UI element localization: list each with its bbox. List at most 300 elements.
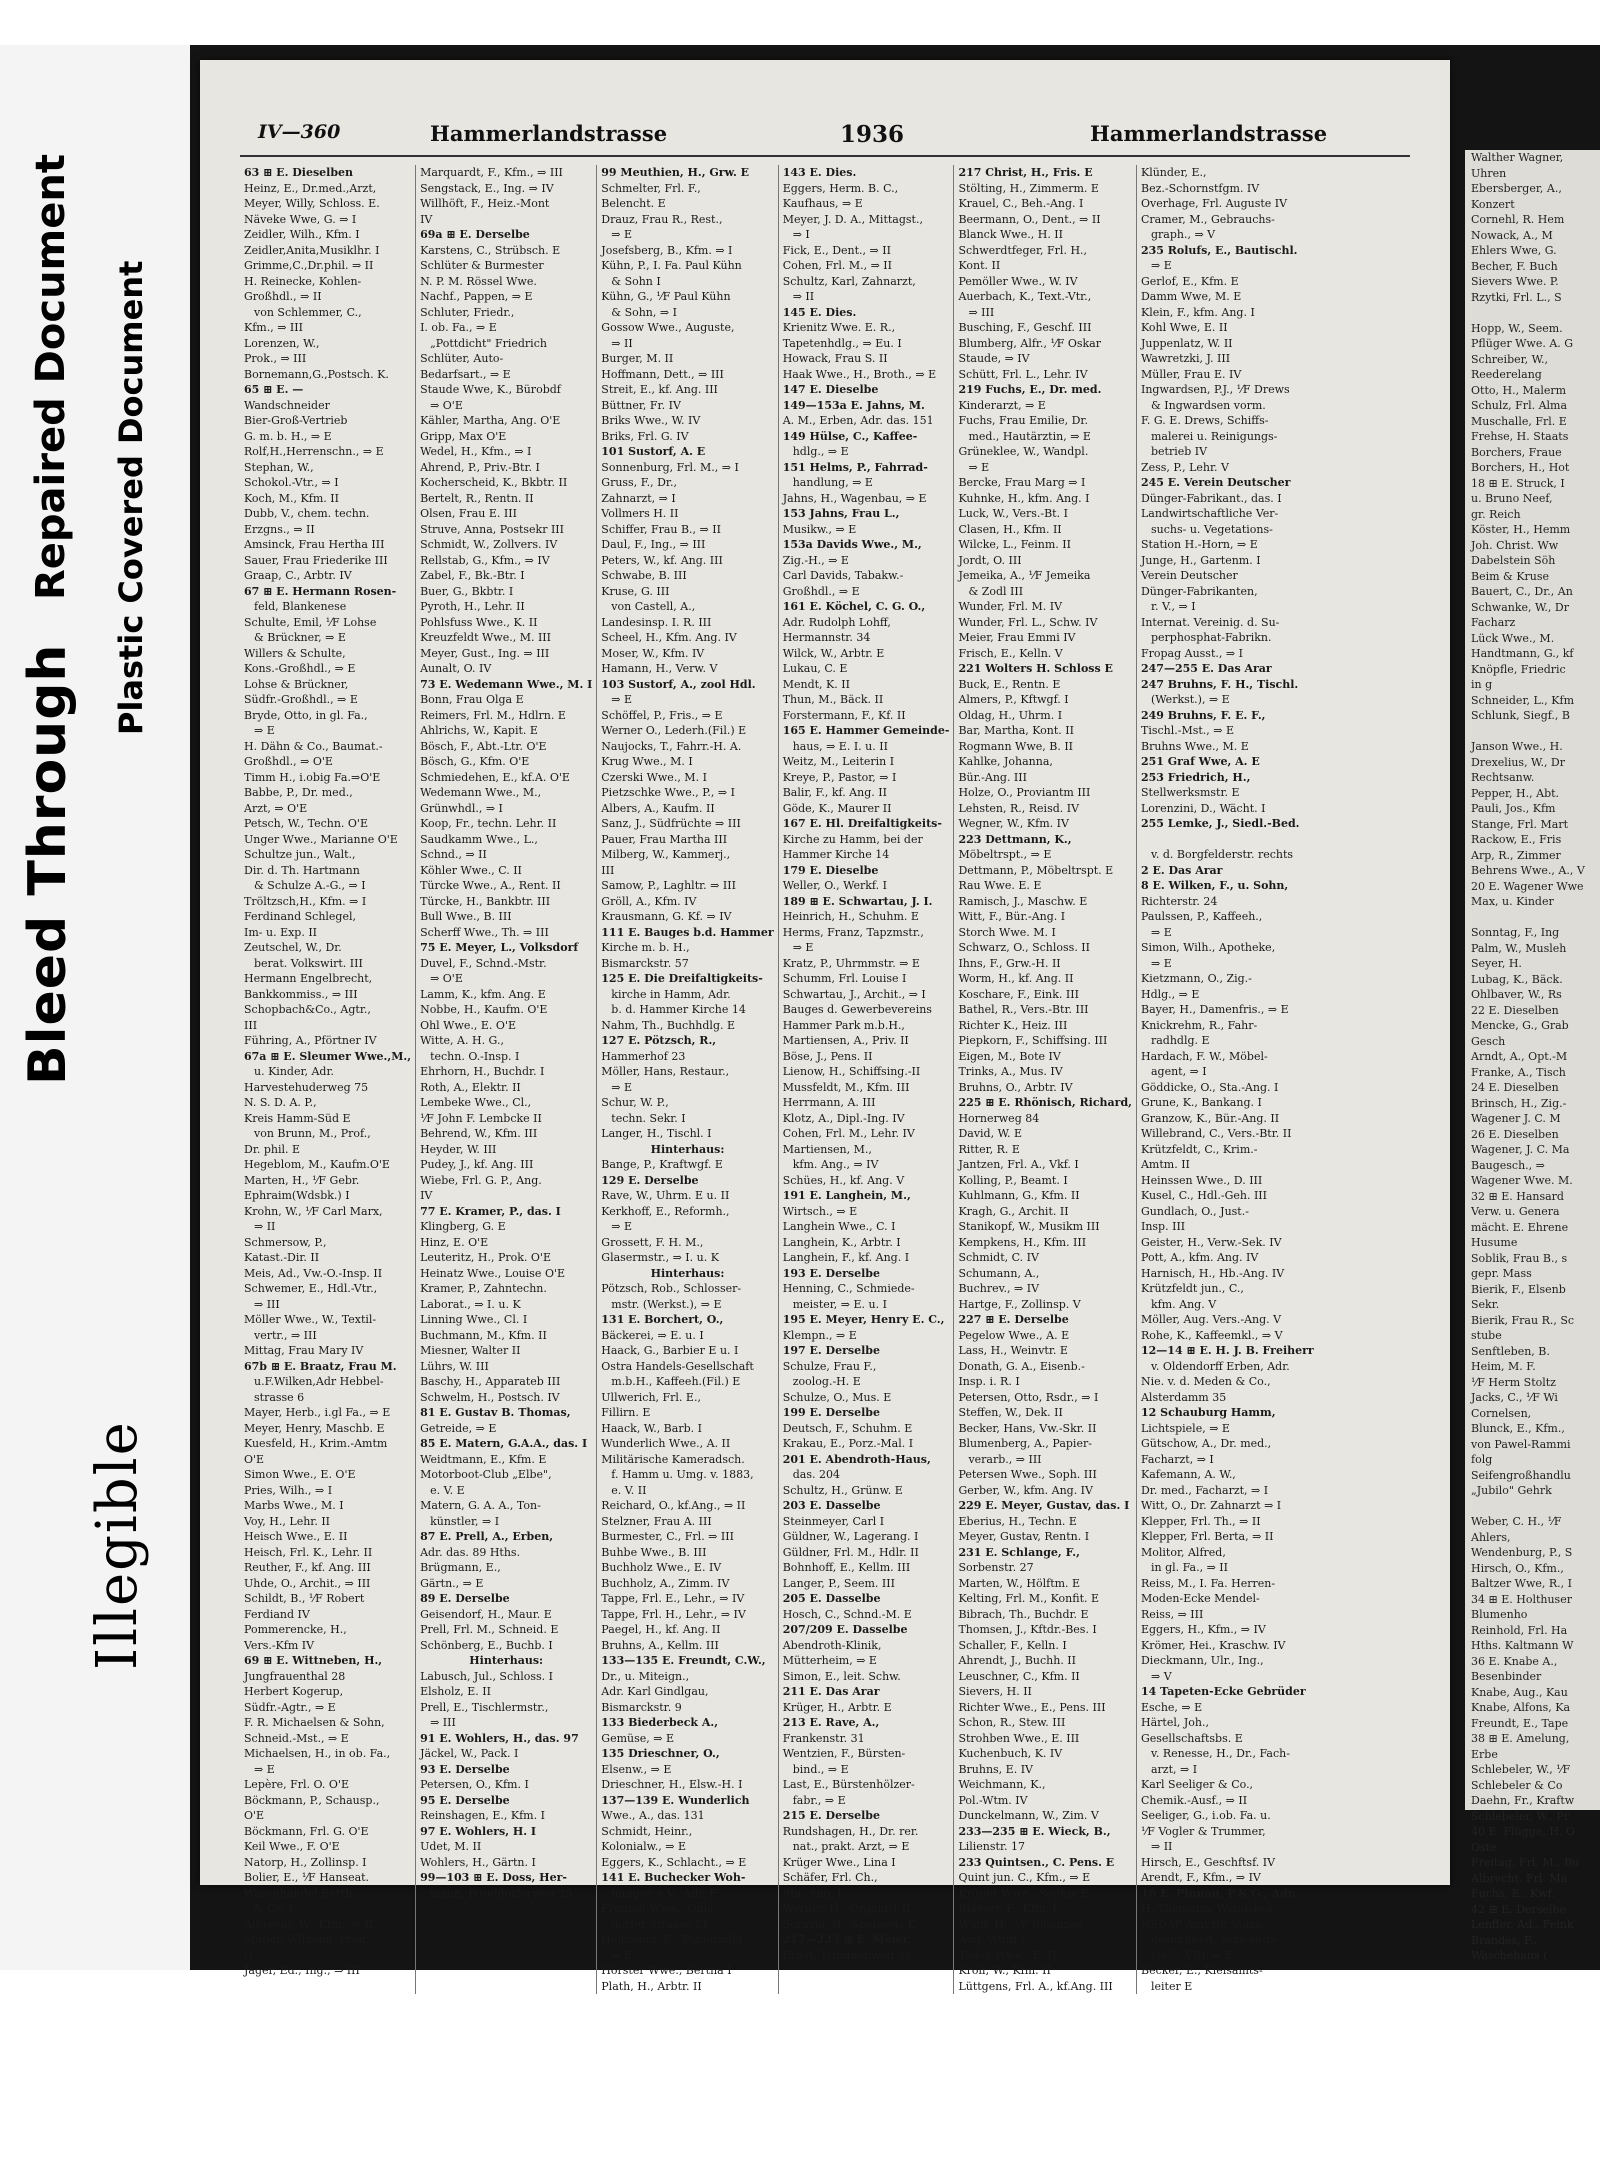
adjacent-page-line: Wendenburg, P., S <box>1471 1546 1573 1559</box>
directory-entry: Jordt, O. III <box>958 553 1022 567</box>
directory-entry: Grimme,C.,Dr.phil. ⇒ II <box>244 259 374 272</box>
directory-entry: IV <box>420 1189 433 1202</box>
adjacent-page-line: in g <box>1471 678 1493 691</box>
directory-entry: Kuchenbuch, K. IV <box>958 1747 1063 1760</box>
directory-entry: Kolling, P., Beamt. I <box>958 1173 1068 1187</box>
directory-entry: Haack, G., Barbier E u. I <box>601 1344 739 1357</box>
adjacent-page-line: Beim & Kruse <box>1471 569 1550 583</box>
directory-entry: Lienow, H., Schiffsing.-II <box>782 1065 921 1078</box>
directory-entry: Schmiedehen, E., kf.A. O'E <box>420 770 570 784</box>
directory-entry: 99 Meuthien, H., Grw. E <box>601 166 749 179</box>
directory-entry: Petersen, Otto, Rsdr., ⇒ I <box>958 1390 1099 1404</box>
directory-entry: Lukau, C. E <box>782 662 848 675</box>
directory-entry: Bösch, F., Abt.-Ltr. O'E <box>420 739 547 753</box>
directory-entry: Südfr.-Agtr., ⇒ E <box>244 1700 336 1714</box>
directory-entry: Rundshagen, H., Dr. rer. <box>782 1824 919 1838</box>
adjacent-page-line: Brandes, F., <box>1471 1933 1538 1947</box>
directory-entry: ⇒ E <box>792 941 814 954</box>
directory-entry: ⇒ E <box>611 1080 633 1094</box>
adjacent-page-line <box>1465 724 1600 740</box>
directory-entry: Erzgns., ⇒ II <box>244 522 315 536</box>
adjacent-page-line: Konzert <box>1471 197 1515 211</box>
directory-entry: 69a ⊞ E. Derselbe <box>420 228 530 241</box>
directory-entry: Voy, H., Lehr. II <box>244 1514 331 1528</box>
adjacent-page-line: Lück Wwe., M. <box>1471 631 1555 645</box>
directory-entry: graph., ⇒ V <box>1150 228 1216 241</box>
directory-entry: Krakau, E., Porz.-Mal. I <box>782 1437 914 1450</box>
directory-entry: mann, Poseldorferweg 25 <box>430 1886 573 1900</box>
directory-entry: 191 E. Langhein, M., <box>782 1189 911 1202</box>
adjacent-page-line: Joh. Christ. Ww <box>1471 538 1559 552</box>
directory-entry: Bohnhoff, E., Kellm. III <box>782 1561 911 1574</box>
directory-entry: Bryde, Otto, in gl. Fa., <box>244 708 368 722</box>
directory-entry: 167 E. Hl. Dreifaltigkeits- <box>782 817 942 830</box>
adjacent-page-line: 24 E. Dieselben <box>1471 1081 1559 1094</box>
directory-entry: Bornemann,G.,Postsch. K. <box>244 367 389 381</box>
directory-entry: Linning Wwe., Cl. I <box>420 1313 528 1326</box>
directory-entry: Pemöller Wwe., W. IV <box>958 274 1078 288</box>
directory-entry: Knickrehm, R., Fahr- <box>1140 1018 1258 1032</box>
directory-entry: Meyer, J. D. A., Mittagst., <box>782 212 923 226</box>
directory-entry: Langhein Wwe., C. I <box>782 1220 896 1233</box>
adjacent-page-line: Ehlers Wwe, G. <box>1471 244 1557 257</box>
directory-entry: 207/209 E. Dasselbe <box>782 1623 908 1636</box>
directory-entry: Krützfeldt, C., Krim.- <box>1140 1142 1258 1156</box>
directory-entry: techn. Sekr. I <box>611 1111 686 1125</box>
directory-entry: Möller, Aug. Vers.-Ang. V <box>1140 1313 1282 1326</box>
directory-entry: Wilck, W., Arbtr. E <box>782 646 885 660</box>
directory-entry: Buchmann, M., Kfm. II <box>420 1328 547 1342</box>
directory-entry: F. R. Michaelsen & Sohn, <box>244 1716 385 1729</box>
directory-entry: 153 Jahns, Frau L., <box>782 507 900 520</box>
directory-entry: Simon Wwe., E. O'E <box>244 1468 356 1481</box>
directory-entry: Josefsberg, B., Kfm. ⇒ I <box>601 243 733 257</box>
directory-entry: Frankenstr. 31 <box>782 1731 865 1745</box>
directory-entry: e. V. E <box>430 1483 465 1497</box>
directory-entry: Hamann, H., Verw. V <box>601 662 718 675</box>
directory-entry: & Sohn, ⇒ I <box>611 305 677 319</box>
directory-entry: Worm, H., kf. Ang. II <box>958 972 1074 985</box>
directory-entry: Kietzmann, O., Zig.- <box>1140 972 1252 985</box>
directory-entry: perphosphat-Fabrikn. <box>1150 631 1272 644</box>
directory-year: 1936 <box>840 121 905 148</box>
adjacent-page-line: Bierik, Frau R., Sc <box>1471 1313 1575 1327</box>
directory-entry: Marten, W., Hölftm. E <box>958 1576 1081 1590</box>
directory-entry: 103 Sustorf, A., zool Hdl. <box>601 677 756 691</box>
adjacent-page-line: Reederelang <box>1471 368 1542 381</box>
street-name-left: Hammerlandstrasse <box>430 121 668 146</box>
directory-entry: Piepkorn, F., Schiffsing. III <box>958 1034 1108 1047</box>
directory-entry: Meis, Ad., Vw.-O.-Insp. II <box>244 1266 383 1280</box>
directory-entry: Bez.-Schornstfgm. IV <box>1140 181 1260 195</box>
directory-entry: malerei u. Reinigungs- <box>1150 429 1278 443</box>
directory-entry: ⇒ E <box>611 1948 633 1962</box>
directory-entry: Drauz, Frau R., Rest., <box>601 212 723 226</box>
directory-entry: Pries, Wilh., ⇒ I <box>244 1483 333 1497</box>
directory-entry: Overhage, Frl. Auguste IV <box>1140 197 1288 210</box>
directory-entry: Ritter, R. E <box>958 1142 1020 1156</box>
directory-entry: 193 E. Derselbe <box>782 1266 880 1280</box>
directory-entry: Witte, A. H. G., <box>420 1034 504 1047</box>
directory-entry: Wedel, H., Kfm., ⇒ I <box>420 445 532 458</box>
directory-entry: David, W. E <box>958 1127 1022 1140</box>
directory-entry: Paegel, H., kf. Ang. II <box>601 1623 721 1636</box>
directory-column <box>597 165 778 1994</box>
adjacent-page-line: Sekr. <box>1471 1298 1500 1311</box>
directory-entry: Aunalt, O. IV <box>420 662 492 675</box>
directory-entry: Jungfrauenthal 28 <box>244 1669 346 1683</box>
directory-entry: Kreye, P., Pastor, ⇒ I <box>782 770 897 784</box>
adjacent-page-line: Lenffer, Ad., Feink <box>1471 1918 1574 1931</box>
directory-entry: Kreis Hamm-Süd E <box>244 1111 351 1125</box>
directory-entry: Blumenberg, A., Papier- <box>958 1437 1092 1450</box>
directory-entry: 67a ⊞ E. Sleumer Wwe.,M., <box>244 1049 412 1063</box>
directory-entry: 255 Lemke, J., Siedl.-Bed. <box>1140 817 1300 830</box>
directory-entry: ⇒ E <box>611 693 633 706</box>
adjacent-page-line: Senftleben, B. <box>1471 1344 1550 1358</box>
directory-entry: H. Dähn & Co., Baumat.- <box>244 739 383 753</box>
directory-entry: Kelting, Frl. M., Konfit. E <box>958 1592 1100 1605</box>
directory-entry: 111 E. Bauges b.d. Hammer <box>601 925 774 939</box>
directory-entry: Insp. III <box>1140 1220 1186 1233</box>
directory-entry: Böckmann, Frl. G. O'E <box>244 1824 369 1838</box>
directory-entry: Gemüse, ⇒ E <box>601 1731 674 1745</box>
adjacent-page-line: Schulz, Frl. Alma <box>1471 399 1568 412</box>
directory-entry: Keil Wwe., F. O'E <box>244 1840 340 1853</box>
directory-entry: 149 Hülse, C., Kaffee- <box>782 429 918 443</box>
adjacent-page-line: Schlebeler, W., Pr <box>1471 1809 1569 1823</box>
adjacent-page-line: Seifengroßhandlu <box>1471 1468 1571 1482</box>
directory-entry: Albers, A., Kaufm. II <box>601 801 715 815</box>
adjacent-page-line: Fuchs, E., Kwf. <box>1471 1887 1555 1900</box>
directory-entry: Schneid.-Mst., ⇒ E <box>244 1731 349 1745</box>
directory-entry: 151 Helms, P., Fahrrad- <box>782 460 928 474</box>
directory-entry: 89 E. Derselbe <box>420 1592 510 1605</box>
directory-entry: mstr. (Werkst.), ⇒ E <box>611 1297 722 1311</box>
directory-entry: Graap, C., Arbtr. IV <box>244 569 352 582</box>
directory-entry: Meyer, Willy, Schloss. E. <box>244 197 380 210</box>
directory-entry: Lichtspiele, ⇒ E <box>1140 1421 1230 1435</box>
directory-entry: Gesellschaftsbs. E <box>1140 1731 1243 1745</box>
directory-entry: 129 E. Derselbe <box>601 1173 699 1187</box>
directory-entry: Geister, H., Verw.-Sek. IV <box>1140 1235 1282 1249</box>
adjacent-page-line: Arndt, A., Opt.-M <box>1471 1050 1568 1063</box>
directory-entry: Willebrand, C., Vers.-Btr. II <box>1140 1127 1292 1140</box>
label-plastic-covered-document: Plastic Covered Document <box>112 260 150 735</box>
directory-entry: Ostra Handels-Gesellschaft <box>601 1359 754 1373</box>
directory-entry: 245 E. Verein Deutscher <box>1140 476 1291 489</box>
directory-entry: Tapetenhdlg., ⇒ Eu. I <box>782 336 902 350</box>
directory-entry: Schmelter, Frl. F., <box>601 181 701 195</box>
directory-entry: Heisch Wwe., E. II <box>244 1530 348 1543</box>
directory-entry: Ramisch, J., Maschw. E <box>958 894 1088 908</box>
directory-entry: Bange, P., Kraftwgf. E <box>601 1158 723 1171</box>
adjacent-page-line: Hths. Kaltmann W <box>1471 1639 1574 1652</box>
directory-entry: Nachf., Pappen, ⇒ E <box>420 290 533 303</box>
directory-entry: Wandschneider <box>244 398 330 412</box>
directory-entry: Hermann Engelbrecht, <box>244 972 373 985</box>
directory-entry: Schwarz, O., Schloss. II <box>958 941 1090 954</box>
directory-entry: Bibrach, Th., Buchdr. E <box>958 1607 1089 1621</box>
directory-entry: 165 E. Hammer Gemeinde- <box>782 724 950 737</box>
directory-entry: Rave, W., Uhrm. E u. II <box>601 1189 730 1202</box>
directory-entry: Wedemann Wwe., M., <box>420 786 542 799</box>
directory-entry: Briks Wwe., W. IV <box>601 414 701 427</box>
directory-entry: Haak Wwe., H., Broth., ⇒ E <box>782 367 937 381</box>
directory-entry: Hosch, C., Schnd.-M. E <box>782 1607 912 1621</box>
directory-entry: Härtel, Joh., <box>1140 1716 1209 1729</box>
directory-entry: O'E <box>244 1809 265 1822</box>
directory-entry: Oldag, H., Uhrm. I <box>958 708 1063 722</box>
directory-entry: 223 Dettmann, K., <box>958 832 1072 846</box>
directory-entry: vertr., ⇒ III <box>254 1328 317 1342</box>
directory-entry: Scherff Wwe., Th. ⇒ III <box>420 925 549 939</box>
directory-entry: ⇒ E <box>611 228 633 241</box>
directory-entry: meister, ⇒ E. u. I <box>792 1297 887 1311</box>
directory-entry: e. V. II <box>611 1483 647 1497</box>
directory-entry: Ahrend, P., Priv.-Btr. I <box>420 460 540 474</box>
directory-entry: Möbeltrspt., ⇒ E <box>958 848 1052 861</box>
directory-entry: Militärische Kameradsch. <box>601 1452 745 1466</box>
directory-entry: Busching, F., Geschf. III <box>958 321 1092 334</box>
directory-entry: & Sohn I <box>611 274 661 288</box>
directory-entry: Kuesfeld, H., Krim.-Amtm <box>244 1437 388 1450</box>
adjacent-page-line: Baugesch., ⇒ <box>1471 1158 1545 1172</box>
directory-entry: v. Renesse, H., Dr., Fach- <box>1150 1747 1290 1760</box>
directory-entry: Marbs Wwe., M. I <box>244 1499 344 1512</box>
directory-entry: Rellstab, G., Kfm., ⇒ IV <box>420 553 550 567</box>
adjacent-page-line: 20 E. Wagener Wwe <box>1471 879 1584 893</box>
directory-entry: H. Thomann, Wandsbek <box>1140 1902 1274 1915</box>
directory-page <box>200 60 1450 1993</box>
directory-entry: Hoffmann, Dett., ⇒ III <box>601 367 724 381</box>
directory-entry: Pietzschke Wwe., P., ⇒ I <box>601 786 735 799</box>
directory-entry: ⇒ III <box>430 1716 456 1729</box>
directory-entry: Fillirn. E <box>601 1406 651 1419</box>
directory-entry: 145 E. Dies. <box>782 305 857 319</box>
directory-entry: 97 E. Wohlers, H. I <box>420 1824 537 1838</box>
directory-entry: Hdlg., ⇒ E <box>1140 987 1200 1001</box>
directory-entry: Herbert Kogerup, <box>244 1685 344 1698</box>
adjacent-page-line: Daehn, Fr., Kraftw <box>1471 1794 1575 1807</box>
directory-entry: Carl Davids, Tabakw.- <box>782 569 904 582</box>
adjacent-page-line: Freitag, Frl. M., Bu <box>1471 1856 1580 1869</box>
directory-entry: Auerbach, K., Text.-Vtr., <box>958 290 1092 303</box>
directory-entry: Elsenw., ⇒ E <box>601 1762 672 1776</box>
directory-entry: Bruhns, A., Kellm. III <box>601 1638 719 1652</box>
directory-entry: Miesner, Walter II <box>420 1344 521 1357</box>
directory-entry: Michaelsen, H., in ob. Fa., <box>244 1747 391 1760</box>
directory-entry: Kohl Wwe, E. II <box>1140 321 1228 334</box>
directory-entry: 65 ⊞ E. — <box>244 383 304 396</box>
directory-entry: Wohlers, H., Gärtn. I <box>420 1855 536 1869</box>
directory-entry: Eggers, K., Schlacht., ⇒ E <box>601 1855 747 1869</box>
directory-entry: Granzow, K., Bür.-Ang. II <box>1140 1111 1280 1125</box>
directory-entry: Kolonialw., ⇒ E <box>601 1840 686 1853</box>
directory-entry: Reichard, O., kf.Ang., ⇒ II <box>601 1499 746 1512</box>
directory-entry: Heisch, Frl. K., Lehr. II <box>244 1545 373 1559</box>
directory-column <box>1137 165 1318 1994</box>
adjacent-page-line: 34 ⊞ E. Holthuser <box>1471 1592 1572 1606</box>
directory-entry: Türcke, H., Bankbtr. III <box>420 894 551 908</box>
directory-entry: Bismarckstr. 9 <box>601 1700 682 1714</box>
adjacent-page-line: Knabe, Alfons, Ka <box>1471 1701 1571 1714</box>
directory-entry: Trinks, A., Mus. IV <box>958 1065 1063 1078</box>
page-number: IV—360 <box>258 121 341 143</box>
directory-entry: Balir, F., kf. Ang. II <box>782 786 887 799</box>
directory-entry: Gundlach, O., Just.- <box>1140 1204 1249 1218</box>
directory-entry: 2 E. Das Arar <box>1140 863 1223 877</box>
directory-entry: 213 E. Rave, A., <box>782 1716 880 1729</box>
adjacent-page-line: Brinsch, H., Zig.- <box>1471 1096 1567 1110</box>
directory-entry: Uhde, O., Archit., ⇒ III <box>244 1576 371 1590</box>
directory-entry: Damm Wwe, M. E <box>1140 290 1242 303</box>
directory-entry: Holze, O., Proviantm III <box>958 786 1091 799</box>
directory-entry: Belencht. E <box>601 197 666 210</box>
directory-entry: 211 E. Das Arar <box>782 1685 880 1698</box>
directory-entry: Mendt, K. II <box>782 677 850 691</box>
directory-entry: Langhein, K., Arbtr. I <box>782 1235 901 1249</box>
directory-entry: Richter K., Heiz. III <box>958 1018 1068 1032</box>
directory-entry: Molitor, Alfred, <box>1140 1545 1226 1559</box>
directory-entry: Facharzt, ⇒ I <box>1140 1452 1214 1466</box>
adjacent-page-line: stube <box>1471 1329 1502 1342</box>
directory-entry: Peters, W., kf. Ang. III <box>601 553 723 567</box>
directory-entry: Kocherscheid, K., Bkbtr. II <box>420 476 568 489</box>
directory-entry: & Ingwardsen vorm. <box>1150 398 1266 412</box>
directory-entry: Kirche m. b. H., <box>601 941 690 954</box>
directory-entry: Schmidt, W., Zollvers. IV <box>420 538 558 551</box>
adjacent-page-line: Pepper, H., Abt. <box>1471 786 1560 800</box>
directory-entry: Sorbenstr. 27 <box>958 1561 1034 1574</box>
directory-entry: Hardach, F. W., Möbel- <box>1140 1049 1268 1063</box>
directory-entry: 195 E. Meyer, Henry E. C., <box>782 1313 945 1326</box>
directory-entry: Kühn, P., I. Fa. Paul Kühn <box>601 259 742 272</box>
directory-entry: Burger, M. II <box>601 352 674 365</box>
directory-entry: Becker, E., Kleisamts- <box>1140 1964 1263 1977</box>
directory-entry: Behrend, W., Kfm. III <box>420 1127 538 1140</box>
directory-entry: Udet, M. II <box>420 1840 482 1853</box>
directory-entry: Dunckelmann, W., Zim. V <box>958 1809 1099 1822</box>
directory-entry: Schultz, Karl, Zahnarzt, <box>782 274 916 288</box>
directory-entry: Weidtmann, E., Kfm. E <box>420 1452 547 1466</box>
directory-entry: Jantzen, Frl. A., Vkf. I <box>958 1158 1079 1171</box>
directory-entry: Schnd., ⇒ II <box>420 848 487 861</box>
directory-entry: 99—103 ⊞ E. Doss, Her- <box>420 1871 567 1884</box>
directory-entry: Böckmann, P., Schausp., <box>244 1793 380 1807</box>
directory-entry: Schwerdtfeger, Frl. H., <box>958 243 1088 257</box>
directory-entry: Heinz, E., Dr.med.,Arzt, <box>244 181 377 195</box>
directory-entry: Hörster Wwe., Bertha I <box>601 1964 732 1977</box>
directory-entry: Rau Wwe. E. E <box>958 879 1042 892</box>
directory-entry: „Pottdicht" Friedrich <box>430 336 547 350</box>
directory-entry: Amsinck, Frau Hertha III <box>244 538 385 551</box>
directory-entry: Koch, M., Kfm. II <box>244 491 339 505</box>
directory-entry: Wirtsch., ⇒ E <box>782 1204 858 1218</box>
directory-entry: Sta.-Ang. I <box>782 1886 842 1900</box>
directory-entry: techn. O.-Insp. I <box>430 1049 520 1063</box>
directory-entry: Saudkamm Wwe., L., <box>420 832 538 846</box>
directory-entry: Weichmann, K., <box>958 1778 1046 1791</box>
directory-entry: Schon, R., Stew. III <box>958 1716 1066 1729</box>
directory-entry: v. d. Borgfelderstr. rechts <box>1150 848 1294 861</box>
directory-entry: von Castell, A., <box>611 600 696 613</box>
directory-entry: (Werkst.), ⇒ E <box>1150 693 1230 706</box>
directory-entry: Leuschner, C., Kfm. II <box>958 1669 1080 1683</box>
directory-entry: Sanz, J., Südfrüchte ⇒ III <box>601 817 741 830</box>
directory-entry: Aug. Wulff I <box>958 1933 1025 1946</box>
directory-entry: Quint jun. C., Kfm., ⇒ E <box>958 1871 1091 1884</box>
directory-entry: Bathel, R., Vers.-Btr. III <box>958 1003 1089 1016</box>
directory-entry: Thomsen, J., Kftdr.-Bes. I <box>958 1623 1097 1636</box>
directory-entry: Petersen, O., Kfm. I <box>420 1778 529 1791</box>
directory-entry: Hammer Park m.b.H., <box>782 1018 905 1032</box>
adjacent-page-line <box>1465 305 1600 321</box>
directory-entry: Grune, K., Bankang. I <box>1140 1096 1262 1109</box>
directory-entry: Kragh, G., Archit. II <box>958 1204 1069 1218</box>
directory-entry: Becker, Hans, Vw.-Skr. II <box>958 1421 1097 1435</box>
directory-entry: 235 Rolufs, E., Bautischl. <box>1140 243 1298 257</box>
directory-entry: Großhdl., ⇒ E <box>782 584 860 598</box>
directory-entry: Dünger-Fabrikant., das. I <box>1140 491 1282 505</box>
page-header <box>240 115 1410 157</box>
adjacent-page-line: Soblik, Frau B., s <box>1471 1251 1568 1265</box>
directory-entry: Langer, P., Seem. III <box>782 1576 895 1590</box>
directory-entry: Tröltzsch,H., Kfm. ⇒ I <box>244 894 367 908</box>
directory-entry: Buchrev., ⇒ IV <box>958 1282 1040 1295</box>
directory-entry: Schluter, Friedr., <box>420 305 515 319</box>
directory-entry: Klingberg, G. E <box>420 1220 506 1233</box>
directory-entry: Tappe, Frl. E., Lehr., ⇒ IV <box>601 1592 745 1605</box>
directory-entry: Jahns, H., Wagenbau, ⇒ E <box>782 491 927 505</box>
directory-entry: Hirsch, E., Geschftsf. IV <box>1140 1855 1276 1869</box>
directory-entry: Bauges d. Gewerbevereins <box>782 1003 932 1016</box>
adjacent-page-line: Uhren <box>1471 166 1507 180</box>
adjacent-page-line: Becher, F. Buch <box>1471 259 1558 273</box>
directory-entry: 12 Schauburg Hamm, <box>1140 1406 1276 1419</box>
directory-entry: Blumberg, Alfr., ⅟F Oskar <box>958 336 1101 350</box>
directory-entry: ⅟F Vogler & Trummer, <box>1140 1824 1266 1838</box>
directory-entry: Juppenlatz, W. II <box>1140 336 1233 350</box>
adjacent-page-line: Erbe <box>1471 1747 1498 1761</box>
directory-entry: Kusel, C., Hdl.-Geh. III <box>1140 1189 1268 1202</box>
directory-entry: Baschy, H., Apparateb III <box>420 1375 561 1388</box>
directory-entry: O'E <box>244 1452 265 1466</box>
directory-entry: 233—235 ⊞ E. Wieck, B., <box>958 1824 1111 1838</box>
directory-entry: Abendroth-Klinik, <box>782 1638 882 1652</box>
directory-entry: Krüger Wwe., Sophie E <box>958 1886 1089 1900</box>
directory-entry: verarb., ⇒ III <box>968 1452 1042 1466</box>
directory-entry: Schwabe, B. III <box>601 569 687 582</box>
directory-entry: Scheel, H., Kfm. Ang. IV <box>601 631 737 644</box>
directory-entry: Lembeke Wwe., Cl., <box>420 1096 532 1109</box>
directory-entry: Hornerweg 84 <box>958 1111 1040 1125</box>
directory-entry: Olsen, Frau E. III <box>420 507 517 520</box>
directory-entry: ⅟F John F. Lembcke II <box>420 1111 542 1125</box>
directory-entry: Heinssen Wwe., D. III <box>1140 1173 1263 1187</box>
directory-entry: 8 E. Wilken, F., u. Sohn, <box>1140 879 1289 892</box>
directory-entry: Krützfeldt jun., C., <box>1140 1282 1244 1295</box>
directory-entry: Blaeser, F., Kfm. I <box>958 1902 1057 1915</box>
directory-entry: Meyer, Gustav, Rentn. I <box>958 1530 1090 1543</box>
directory-entry: Labusch, Jul., Schloss. I <box>420 1669 553 1683</box>
directory-entry: NSDAP Amt für Volks- <box>1140 1917 1266 1931</box>
adjacent-page-line: Rechtsanw. <box>1471 771 1535 784</box>
directory-entry: Katast.-Dir. II <box>244 1251 320 1264</box>
directory-entry: Nobbe, H., Kaufm. O'E <box>420 1003 548 1016</box>
directory-entry: 161 E. Köchel, C. G. O., <box>782 600 926 613</box>
directory-entry: ⇒ II <box>611 336 633 350</box>
